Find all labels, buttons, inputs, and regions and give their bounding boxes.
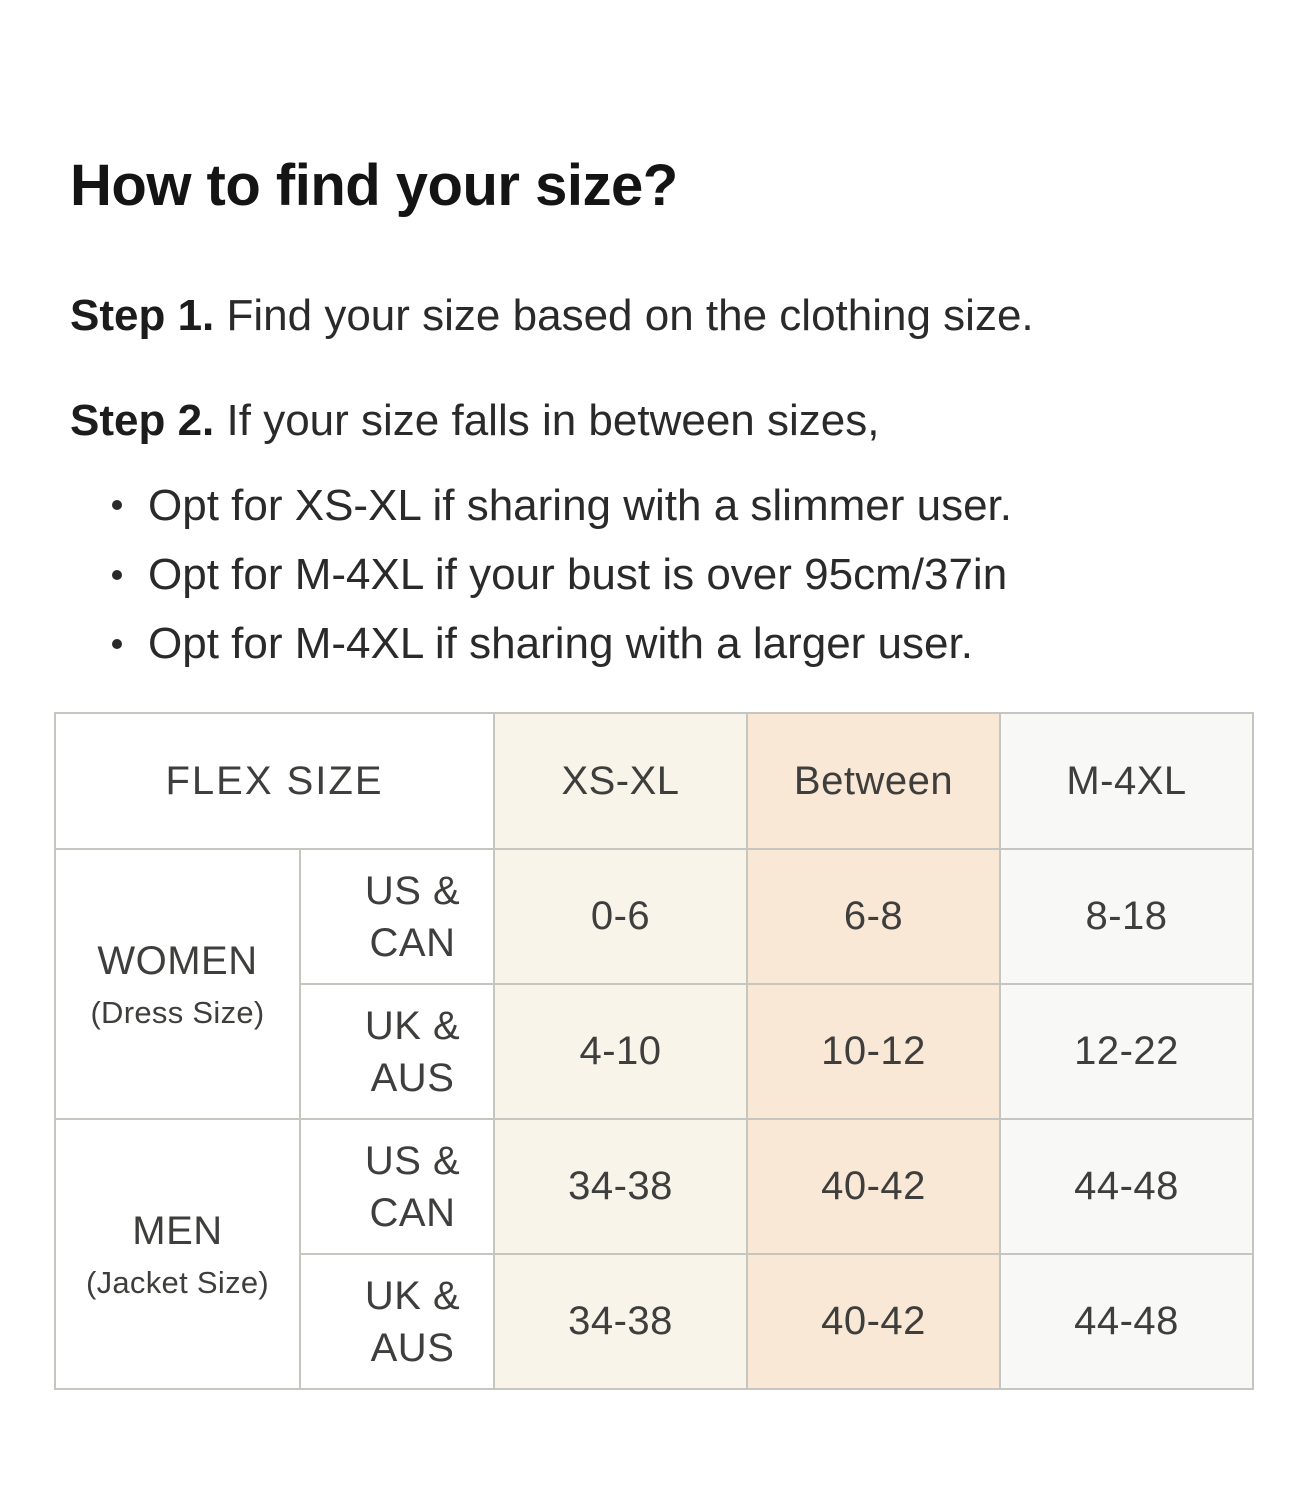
region-cell <box>300 849 494 984</box>
step-1-label: Step 1. <box>70 290 215 340</box>
step-2-text: If your size falls in between sizes, <box>226 395 880 445</box>
bullet-dot-icon <box>112 570 122 580</box>
value-cell: 8-18 <box>1000 849 1253 984</box>
group-cell-men <box>55 1119 300 1389</box>
list-item <box>112 546 1253 603</box>
group-name: WOMEN <box>97 939 258 984</box>
step-2-options-list <box>112 477 1253 673</box>
region-label: US & CAN <box>364 1138 461 1235</box>
column-header-m-4xl: M-4XL <box>1000 713 1253 849</box>
list-item <box>112 477 1253 534</box>
value-cell: 12-22 <box>1000 984 1253 1119</box>
page-title: How to find your size? <box>70 153 678 218</box>
value-cell: 0-6 <box>494 849 747 984</box>
step-2-label: Step 2. <box>70 395 215 445</box>
bullet-dot-icon <box>112 639 122 649</box>
size-table <box>54 712 1254 1390</box>
value-cell: 4-10 <box>494 984 747 1119</box>
flex-size-header: FLEX SIZE <box>55 713 494 849</box>
value-cell: 6-8 <box>747 849 1000 984</box>
value-cell: 40-42 <box>747 1254 1000 1389</box>
region-cell <box>300 984 494 1119</box>
value-cell: 44-48 <box>1000 1119 1253 1254</box>
bullet-text: Opt for XS-XL if sharing with a slimmer user. <box>148 480 1012 530</box>
group-subtitle: (Jacket Size) <box>85 1265 270 1301</box>
region-label: US & CAN <box>364 868 461 965</box>
value-cell: 10-12 <box>747 984 1000 1119</box>
value-cell: 34-38 <box>494 1119 747 1254</box>
region-label: UK & AUS <box>364 1003 461 1100</box>
list-item <box>112 615 1253 672</box>
region-cell <box>300 1254 494 1389</box>
bullet-text: Opt for M-4XL if your bust is over 95cm/37in <box>148 550 1008 600</box>
group-subtitle: (Dress Size) <box>90 995 265 1031</box>
region-label: UK & AUS <box>364 1273 461 1370</box>
step-1 <box>70 287 1253 344</box>
column-header-between: Between <box>747 713 1000 849</box>
bullet-dot-icon <box>112 500 122 510</box>
step-2 <box>70 392 1253 449</box>
table-row-men-us-can <box>55 1119 1253 1254</box>
table-row-women-us-can <box>55 849 1253 984</box>
group-name: MEN <box>132 1209 223 1254</box>
table-header-row <box>55 713 1253 849</box>
value-cell: 40-42 <box>747 1119 1000 1254</box>
value-cell: 34-38 <box>494 1254 747 1389</box>
step-1-text: Find your size based on the clothing size. <box>226 290 1034 340</box>
region-cell <box>300 1119 494 1254</box>
bullet-text: Opt for M-4XL if sharing with a larger user. <box>148 619 973 669</box>
group-cell-women <box>55 849 300 1119</box>
value-cell: 44-48 <box>1000 1254 1253 1389</box>
column-header-xs-xl: XS-XL <box>494 713 747 849</box>
